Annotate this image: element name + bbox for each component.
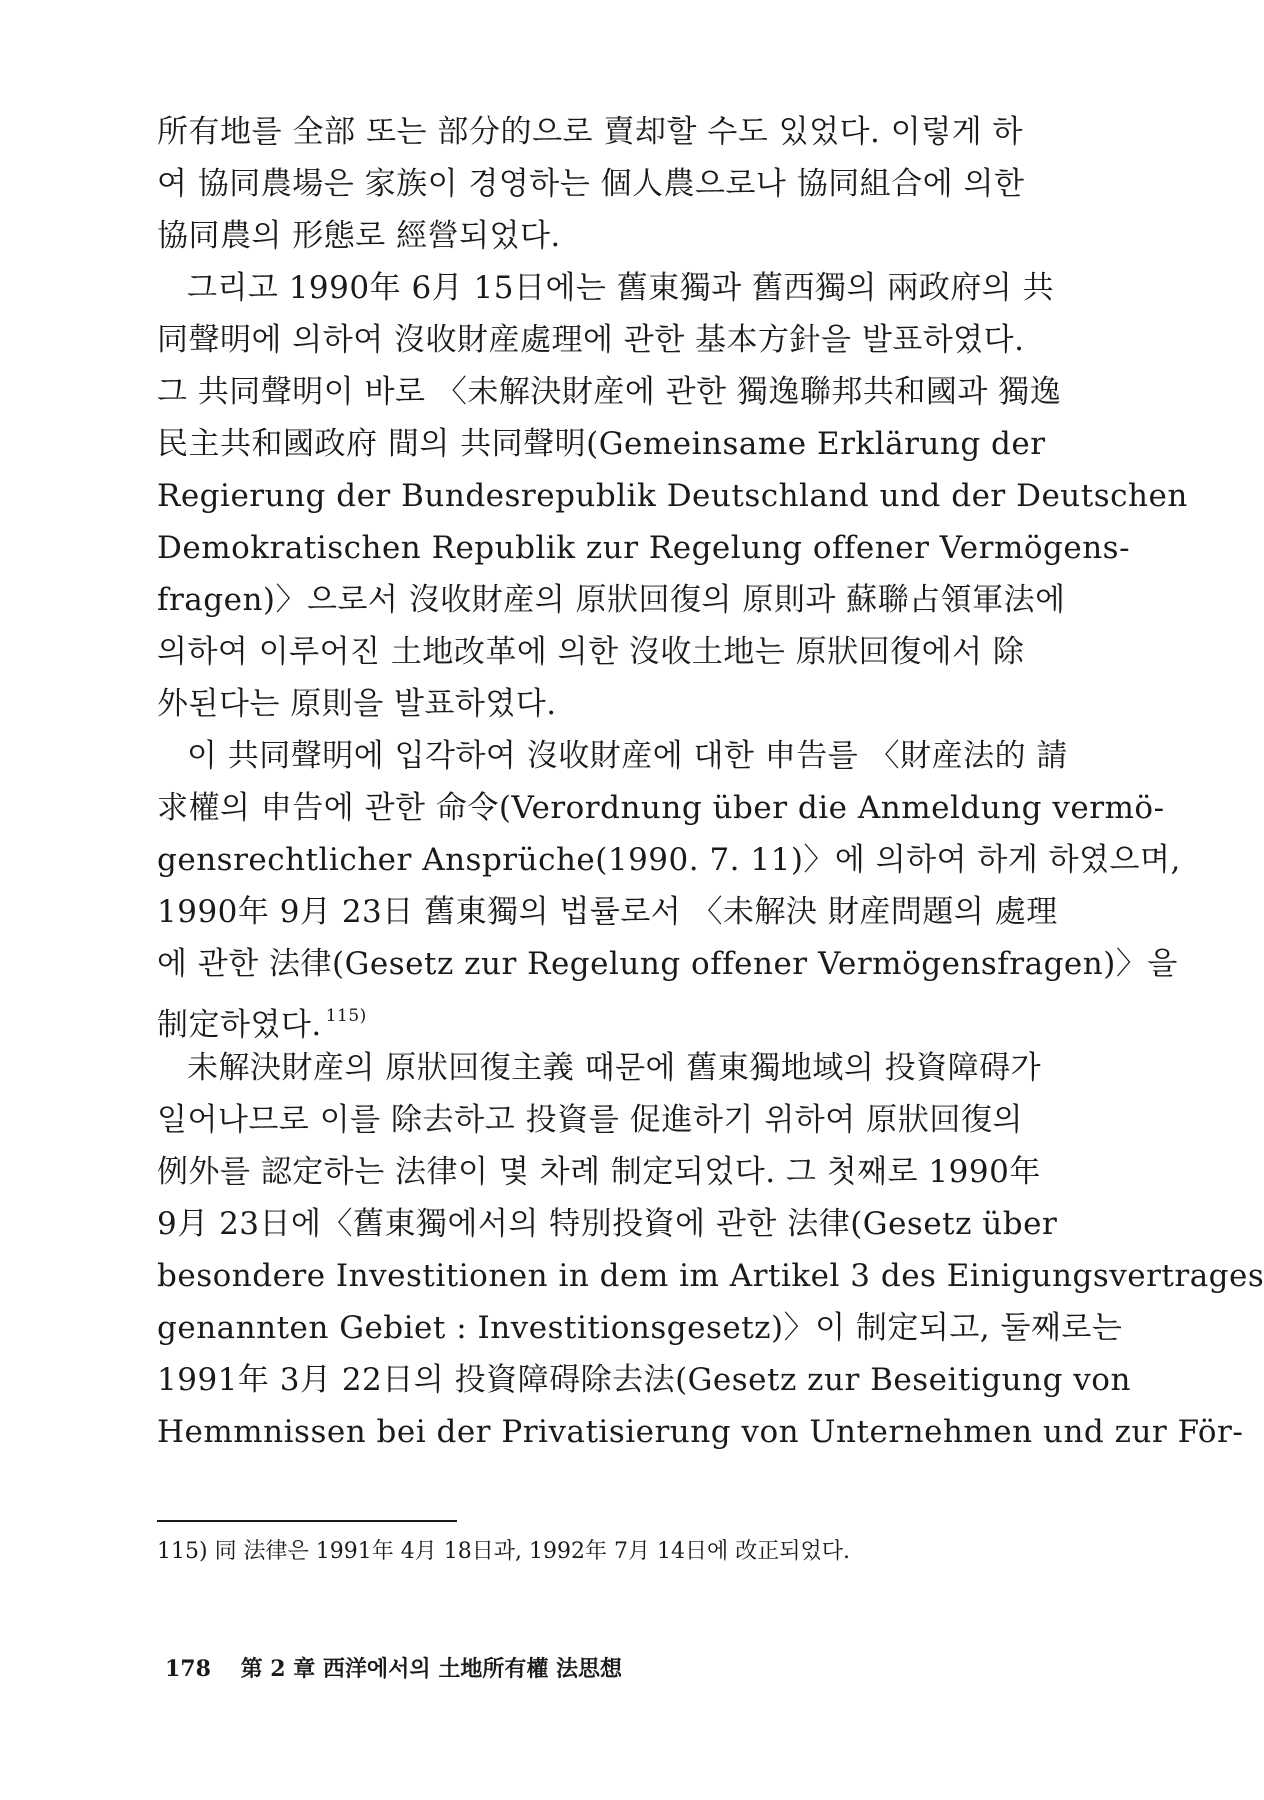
- text-line: 外된다는 原則을 발표하였다.: [157, 686, 557, 722]
- paragraph-start-line: 그리고 1990年 6月 15日에는 舊東獨과 舊西獨의 兩政府의 共: [187, 270, 1055, 306]
- text-line: 求權의 申告에 관한 命令(Verordnung über die Anmeldung vermö-: [157, 790, 1165, 826]
- text-line: gensrechtlicher Ansprüche(1990. 7. 11)〉에 의하여 하게 하였으며,: [157, 842, 1181, 878]
- paragraph-start-line: 이 共同聲明에 입각하여 沒收財産에 대한 申告를 〈財産法的 請: [187, 738, 1068, 774]
- text-line: 例外를 認定하는 法律이 몇 차례 制定되었다. 그 첫째로 1990年: [157, 1154, 1041, 1190]
- text-line: genannten Gebiet : Investitionsgesetz)〉이 制定되고, 둘째로는: [157, 1310, 1123, 1346]
- text-line: fragen)〉으로서 沒收財産의 原狀回復의 原則과 蘇聯占領軍法에: [157, 582, 1066, 618]
- text-line: 民主共和國政府 間의 共同聲明(Gemeinsame Erklärung der: [157, 426, 1046, 462]
- text-line: 의하여 이루어진 土地改革에 의한 沒收土地는 原狀回復에서 除: [157, 634, 1025, 670]
- text-line: 여 協同農場은 家族이 경영하는 個人農으로나 協同組合에 의한: [157, 166, 1025, 202]
- text-line: 9月 23日에〈舊東獨에서의 特別投資에 관한 法律(Gesetz über: [157, 1206, 1058, 1242]
- text-line: 1990年 9月 23日 舊東獨의 법률로서 〈未解決 財産問題의 處理: [157, 894, 1058, 930]
- footnote: 115) 同 法律은 1991年 4月 18日과, 1992年 7月 14日에 改正되었다.: [157, 1539, 850, 1564]
- page-number: 178: [165, 1656, 211, 1682]
- running-footer: [165, 1652, 622, 1686]
- text-line: Hemmnissen bei der Privatisierung von Unternehmen und zur För-: [157, 1414, 1244, 1450]
- text-line: Regierung der Bundesrepublik Deutschland und der Deutschen: [157, 478, 1188, 514]
- chapter-label: 第 2 章: [240, 1656, 316, 1682]
- footnote-reference[interactable]: 115): [325, 1006, 367, 1026]
- text-line: 1991年 3月 22日의 投資障碍除去法(Gesetz zur Beseitigung von: [157, 1362, 1131, 1398]
- footnote-divider: [157, 1520, 457, 1522]
- text-line: Demokratischen Republik zur Regelung offener Vermögens-: [157, 530, 1131, 566]
- text-line: 일어나므로 이를 除去하고 投資를 促進하기 위하여 原狀回復의: [157, 1102, 1023, 1138]
- text-line: 所有地를 全部 또는 部分的으로 賣却할 수도 있었다. 이렇게 하: [157, 114, 1023, 150]
- text-line: besondere Investitionen in dem im Artikel 3 des Einigungsvertrages: [157, 1258, 1264, 1294]
- text-line-content: 制定하였다.: [157, 1007, 322, 1043]
- text-line: 그 共同聲明이 바로 〈未解決財産에 관한 獨逸聯邦共和國과 獨逸: [157, 374, 1062, 410]
- paragraph-start-line: 未解決財産의 原狀回復主義 때문에 舊東獨地域의 投資障碍가: [187, 1050, 1042, 1086]
- body-text: [157, 106, 1264, 1458]
- chapter-title: 西洋에서의 土地所有權 法思想: [322, 1656, 622, 1682]
- text-line: 協同農의 形態로 經營되었다.: [157, 218, 561, 254]
- text-line: 同聲明에 의하여 沒收財産處理에 관한 基本方針을 발표하였다.: [157, 322, 1025, 358]
- text-line-with-footnote: [157, 990, 1023, 1042]
- text-line: 에 관한 法律(Gesetz zur Regelung offener Vermögensfragen)〉을: [157, 946, 1178, 982]
